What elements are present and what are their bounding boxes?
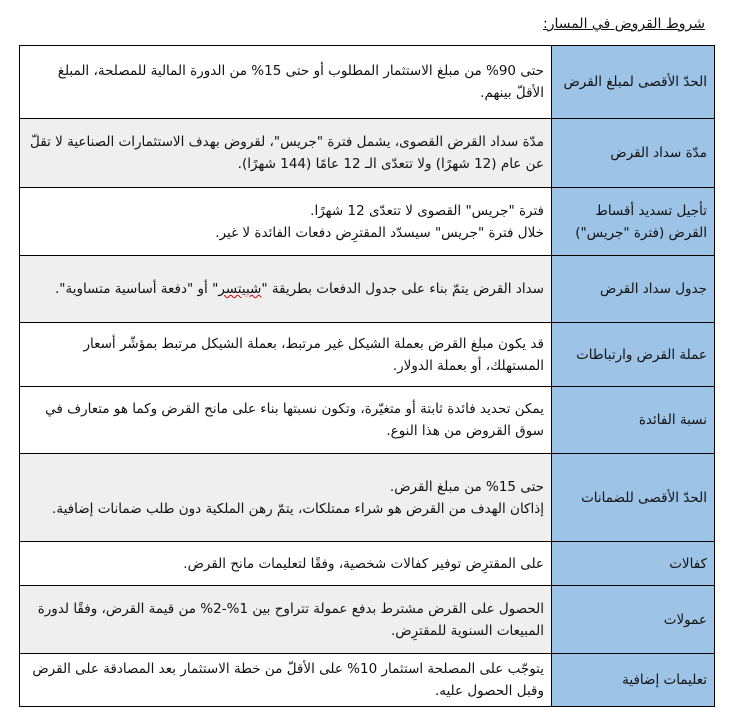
table-row [20,542,715,586]
row-value-line: إذاكان الهدف من القرض هو شراء ممتلكات، يتمّ رهن الملكية دون طلب ضمانات إضافية. [52,500,544,517]
table-row [20,387,715,454]
row-label-commissions: عمولات [552,586,715,654]
table-row [20,188,715,256]
table-row [20,323,715,387]
row-value-line: خلال فترة "جريس" سيسدّد المقترِض دفعات الفائدة لا غير. [215,224,544,241]
row-value-currency [20,323,552,387]
table-row [20,119,715,188]
schedule-text-after: " أو "دفعة أساسية متساوية". [54,281,219,297]
spelling-underlined-word: شبيتسر [218,281,262,297]
row-value-line: يمكن تحديد فائدة ثابتة أو متغيّرة، وتكون نسبتها بناء على مانح القرض وكما هو متعارف في سوق القروض من هذا النوع. [45,401,544,439]
row-label-max-loan-amount: الحدّ الأقصى لمبلغ القرض [552,46,715,119]
row-value-interest-rate [20,387,552,454]
row-value-line: الحصول على القرض مشترط بدفع عمولة تتراوح بين 1%-2% من قيمة القرض، وفقًا لدورة المبيعات السنوية للمقترِض. [37,600,544,639]
row-value-additional-instructions [20,654,552,707]
table-row [20,454,715,542]
row-value-max-collateral [20,454,552,542]
table-row [20,256,715,323]
loan-terms-table [19,45,715,707]
row-label-interest-rate: نسبة الفائدة [552,387,715,454]
row-value-repayment-period [20,119,552,188]
row-label-currency: عملة القرض وارتباطات [552,323,715,387]
row-value-repayment-schedule [20,256,552,323]
row-value-max-loan-amount [20,46,552,119]
row-value-line: قد يكون مبلغ القرض بعملة الشيكل غير مرتبط، بعملة الشيكل مرتبط بمؤشّر أسعار المستهلك، أو بعملة الدولار. [83,335,544,374]
row-label-additional-instructions: تعليمات إضافية [552,654,715,707]
row-value-line: حتى 15% من مبلغ القرض. [389,478,544,495]
row-label-repayment-period: مدّة سداد القرض [552,119,715,188]
page-title: شروط القروض في المسار: [542,16,705,32]
row-value-commissions [20,586,552,654]
table-row [20,46,715,119]
row-value-line: فترة "جريس" القصوى لا تتعدّى 12 شهرًا. [310,202,544,219]
table-row [20,654,715,707]
row-label-max-collateral: الحدّ الأقصى للضمانات [552,454,715,542]
row-value-line: على المقترِض توفير كفالات شخصية، وفقًا لتعليمات مانح القرض. [183,555,544,572]
row-value-guarantees [20,542,552,586]
row-label-guarantees: كفالات [552,542,715,586]
row-value-line: مدّة سداد القرض القصوى، يشمل فترة "جريس"، لقروض بهدف الاستثمارات الصناعية لا تقلّ عن عام (12 شهرًا) ولا تتعدّى الـ 12 عامًا (144 شهرًا). [30,134,544,172]
row-value-line: يتوجّب على المصلحة استثمار 10% على الأقلّ من خطة الاستثمار بعد المصادقة على القرض وقبل الحصول عليه. [32,661,544,699]
row-label-grace-period: تأجيل تسديد أقساط القرض (فترة "جريس") [552,188,715,256]
row-value-grace-period [20,188,552,256]
table-row [20,586,715,654]
row-label-repayment-schedule: جدول سداد القرض [552,256,715,323]
schedule-text-before: سداد القرض يتمّ بناء على جدول الدفعات بطريقة " [261,281,544,297]
row-value-line: حتى 90% من مبلغ الاستثمار المطلوب أو حتى 15% من الدورة المالية للمصلحة، المبلغ الأقلّ بينهم. [57,63,544,101]
